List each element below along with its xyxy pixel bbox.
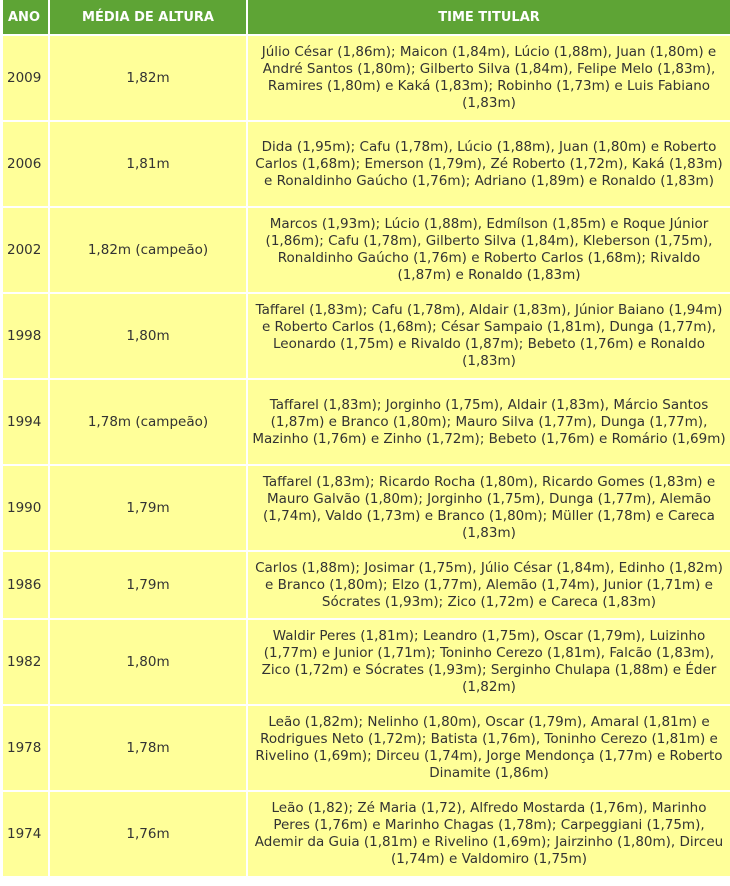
table-row	[3, 551, 730, 619]
cell-time: Taffarel (1,83m); Jorginho (1,75m), Aldair (1,83m), Márcio Santos (1,87m) e Branco (1,80m); Mauro Silva (1,77m), Dunga (1,77m), Mazinho (1,76m) e Zinho (1,72m); Bebeto (1,76m) e Romário (1,69m)	[247, 379, 730, 465]
cell-time: Taffarel (1,83m); Ricardo Rocha (1,80m), Ricardo Gomes (1,83m) e Mauro Galvão (1,80m); Jorginho (1,75m), Dunga (1,77m), Alemão (1,74m), Valdo (1,73m) e Branco (1,80m); Müller (1,78m) e Careca (1,83m)	[247, 465, 730, 551]
header-media: MÉDIA DE ALTURA	[49, 0, 247, 35]
cell-media: 1,81m	[49, 121, 247, 207]
height-table	[3, 0, 730, 878]
cell-time: Marcos (1,93m); Lúcio (1,88m), Edmílson (1,85m) e Roque Júnior (1,86m); Cafu (1,78m), Gilberto Silva (1,84m), Kleberson (1,75m), Ronaldinho Gaúcho (1,76m) e Roberto Carlos (1,68m); Rivaldo (1,87m) e Ronaldo (1,83m)	[247, 207, 730, 293]
table-row	[3, 791, 730, 877]
cell-time: Waldir Peres (1,81m); Leandro (1,75m), Oscar (1,79m), Luizinho (1,77m) e Junior (1,71m); Toninho Cerezo (1,81m), Falcão (1,83m), Zico (1,72m) e Sócrates (1,93m); Serginho Chulapa (1,88m) e Éder (1,82m)	[247, 619, 730, 705]
cell-time: Leão (1,82m); Nelinho (1,80m), Oscar (1,79m), Amaral (1,81m) e Rodrigues Neto (1,72m); Batista (1,76m), Toninho Cerezo (1,81m) e Rivelino (1,69m); Dirceu (1,74m), Jorge Mendonça (1,77m) e Roberto Dinamite (1,86m)	[247, 705, 730, 791]
table-row	[3, 35, 730, 121]
cell-ano: 1986	[3, 551, 49, 619]
cell-ano: 1978	[3, 705, 49, 791]
table-row	[3, 705, 730, 791]
table-body	[3, 35, 730, 877]
cell-ano: 2006	[3, 121, 49, 207]
table-row	[3, 379, 730, 465]
cell-media: 1,79m	[49, 465, 247, 551]
cell-media: 1,76m	[49, 791, 247, 877]
cell-media: 1,80m	[49, 619, 247, 705]
cell-media: 1,82m	[49, 35, 247, 121]
table-row	[3, 619, 730, 705]
cell-ano: 1998	[3, 293, 49, 379]
table-header	[3, 0, 730, 35]
cell-ano: 2009	[3, 35, 49, 121]
cell-media: 1,82m (campeão)	[49, 207, 247, 293]
cell-ano: 1974	[3, 791, 49, 877]
cell-time: Taffarel (1,83m); Cafu (1,78m), Aldair (1,83m), Júnior Baiano (1,94m) e Roberto Carlos (1,68m); César Sampaio (1,81m), Dunga (1,77m), Leonardo (1,75m) e Rivaldo (1,87m); Bebeto (1,76m) e Ronaldo (1,83m)	[247, 293, 730, 379]
table-row	[3, 293, 730, 379]
header-row	[3, 0, 730, 35]
cell-ano: 1990	[3, 465, 49, 551]
header-time: TIME TITULAR	[247, 0, 730, 35]
cell-time: Dida (1,95m); Cafu (1,78m), Lúcio (1,88m), Juan (1,80m) e Roberto Carlos (1,68m); Emerson (1,79m), Zé Roberto (1,72m), Kaká (1,83m) e Ronaldinho Gaúcho (1,76m); Adriano (1,89m) e Ronaldo (1,83m)	[247, 121, 730, 207]
cell-time: Leão (1,82); Zé Maria (1,72), Alfredo Mostarda (1,76m), Marinho Peres (1,76m) e Marinho Chagas (1,78m); Carpeggiani (1,75m), Ademir da Guia (1,81m) e Rivelino (1,69m); Jairzinho (1,80m), Dirceu (1,74m) e Valdomiro (1,75m)	[247, 791, 730, 877]
cell-media: 1,80m	[49, 293, 247, 379]
header-ano: ANO	[3, 0, 49, 35]
cell-time: Júlio César (1,86m); Maicon (1,84m), Lúcio (1,88m), Juan (1,80m) e André Santos (1,80m); Gilberto Silva (1,84m), Felipe Melo (1,83m), Ramires (1,80m) e Kaká (1,83m); Robinho (1,73m) e Luis Fabiano (1,83m)	[247, 35, 730, 121]
table-row	[3, 465, 730, 551]
cell-time: Carlos (1,88m); Josimar (1,75m), Júlio César (1,84m), Edinho (1,82m) e Branco (1,80m); Elzo (1,77m), Alemão (1,74m), Junior (1,71m) e Sócrates (1,93m); Zico (1,72m) e Careca (1,83m)	[247, 551, 730, 619]
table-row	[3, 207, 730, 293]
table-row	[3, 121, 730, 207]
cell-ano: 2002	[3, 207, 49, 293]
cell-ano: 1994	[3, 379, 49, 465]
cell-media: 1,78m	[49, 705, 247, 791]
cell-media: 1,78m (campeão)	[49, 379, 247, 465]
cell-ano: 1982	[3, 619, 49, 705]
cell-media: 1,79m	[49, 551, 247, 619]
